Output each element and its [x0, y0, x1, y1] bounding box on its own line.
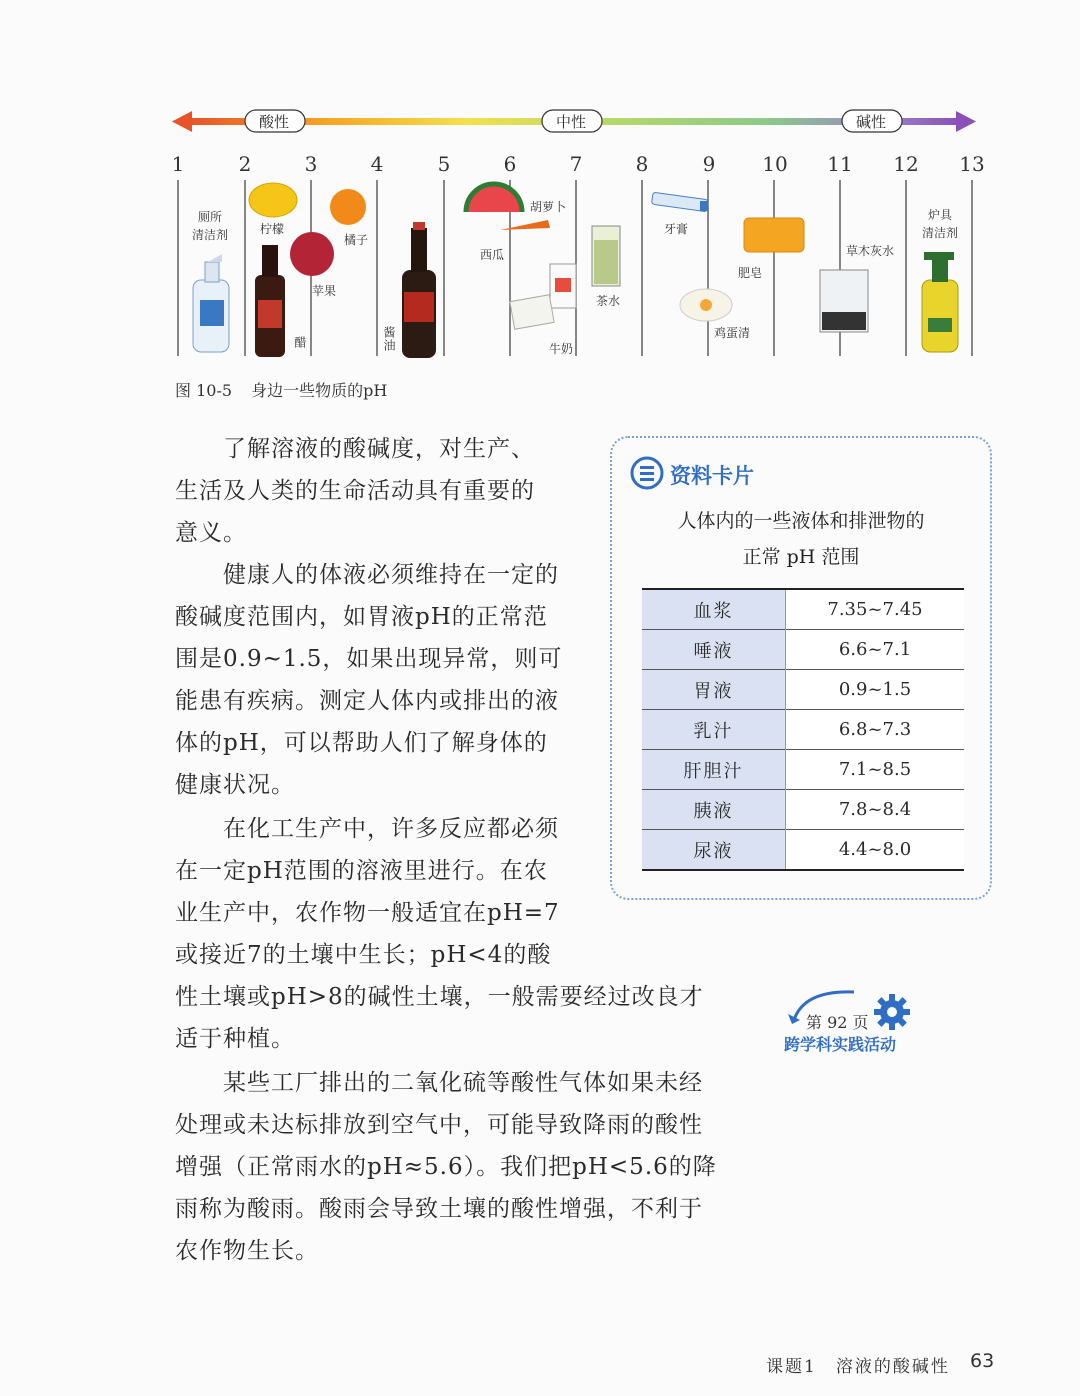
toothpaste-image	[651, 192, 708, 212]
fluid-cell: 尿液	[642, 830, 786, 871]
vinegar-image	[255, 245, 285, 357]
table-row	[642, 830, 964, 871]
ph-number-5: 5	[437, 152, 451, 176]
stove-cleaner-image	[922, 252, 958, 352]
table-row	[642, 630, 964, 670]
fluid-cell: 乳汁	[642, 710, 786, 750]
fluid-cell: 肝胆汁	[642, 750, 786, 790]
orange-label: 橘子	[344, 233, 369, 247]
ph-number-3: 3	[304, 152, 318, 176]
watermelon-image	[466, 184, 522, 212]
milk-label: 牛奶	[549, 342, 574, 356]
info-card	[610, 436, 992, 900]
range-cell: 6.8~7.3	[786, 710, 965, 750]
table-row	[642, 710, 964, 750]
ph-number-13: 13	[959, 152, 985, 176]
figure-caption	[175, 378, 401, 401]
soy-sauce-image	[402, 222, 436, 358]
cross-ref-activity: 跨学科实践活动	[784, 1035, 897, 1054]
fluid-cell: 胰液	[642, 790, 786, 830]
footer-section-title: 课题1 溶液的酸碱性	[766, 1357, 950, 1377]
toothpaste-label: 牙膏	[664, 222, 689, 236]
stove-cleaner-label: 炉具 清洁剂	[921, 208, 958, 240]
egg-white-label: 鸡蛋清	[714, 326, 751, 340]
ash-water-image	[820, 270, 868, 332]
tea-image	[592, 226, 620, 286]
ph-number-4: 4	[370, 152, 384, 176]
range-cell: 4.4~8.0	[786, 830, 965, 871]
apple-label: 苹果	[312, 284, 337, 298]
watermelon-label: 西瓜	[480, 248, 505, 262]
paragraph-3: 在化工生产中，许多反应都必须 在一定pH范围的溶液里进行。在农 业生产中，农作物一般适宜在pH=7 或接近7的土壤中生长；pH<4的酸 性土壤或pH>8的碱性土壤，一般需要经过改良才 适于种植。	[175, 816, 704, 1052]
soap-image	[744, 218, 804, 252]
milk-image	[510, 264, 576, 329]
ash-water-label: 草木灰水	[846, 244, 895, 258]
acid-label: 酸性	[259, 113, 290, 131]
ph-number-8: 8	[635, 152, 649, 176]
range-cell: 7.35~7.45	[786, 589, 965, 630]
paragraph-4: 某些工厂排出的二氧化硫等酸性气体如果未经 处理或未达标排放到空气中，可能导致降雨的酸性 增强（正常雨水的pH≈5.6）。我们把pH<5.6的降 雨称为酸雨。酸雨会导致土壤的酸性增强，不利于 农作物生长。	[175, 1070, 717, 1264]
lemon-label: 柠檬	[260, 222, 285, 236]
card-subtitle-line2: 正常 pH 范围	[742, 546, 860, 568]
toilet-cleaner-image	[193, 254, 229, 352]
paragraph-1: 了解溶液的酸碱度，对生产、 生活及人类的生命活动具有重要的 意义。	[175, 436, 535, 546]
ph-number-11: 11	[827, 152, 853, 176]
ph-number-2: 2	[238, 152, 252, 176]
vinegar-label: 醋	[293, 336, 307, 349]
fluid-cell: 血浆	[642, 589, 786, 630]
range-cell: 7.8~8.4	[786, 790, 965, 830]
paragraph-2: 健康人的体液必须维持在一定的 酸碱度范围内，如胃液pH的正常范 围是0.9~1.5，如果出现异常，则可 能患有疾病。测定人体内或排出的液 体的pH，可以帮助人们了解身体的 健康状况。	[175, 562, 563, 798]
ph-number-1: 1	[171, 152, 185, 176]
range-cell: 7.1~8.5	[786, 750, 965, 790]
ph-range-table	[642, 588, 964, 871]
caption-number: 图 10-5	[175, 381, 233, 400]
card-title: 资料卡片	[670, 464, 754, 488]
fluid-cell: 唾液	[642, 630, 786, 670]
ph-number-9: 9	[702, 152, 716, 176]
page-number: 63	[970, 1350, 995, 1372]
egg-white-image	[680, 289, 732, 321]
orange-image	[330, 189, 366, 225]
range-cell: 0.9~1.5	[786, 670, 965, 710]
soap-label: 肥皂	[738, 266, 763, 280]
card-subtitle-line1: 人体内的一些液体和排泄物的	[677, 510, 925, 532]
base-label: 碱性	[856, 113, 887, 131]
soy-sauce-label: 酱油	[382, 326, 396, 352]
range-cell: 6.6~7.1	[786, 630, 965, 670]
gear-icon	[872, 992, 912, 1032]
cross-ref-page: 第 92 页	[806, 1013, 869, 1032]
table-row	[642, 790, 964, 830]
ph-number-6: 6	[503, 152, 517, 176]
ph-number-10: 10	[762, 152, 788, 176]
apple-image	[290, 232, 334, 276]
table-row	[642, 589, 964, 630]
toilet-cleaner-label: 厕所 清洁剂	[191, 210, 228, 242]
carrot-label: 胡萝卜	[530, 200, 567, 214]
carrot-image	[500, 220, 550, 230]
ph-number-12: 12	[893, 152, 919, 176]
caption-text: 身边一些物质的pH	[251, 381, 388, 400]
table-row	[642, 670, 964, 710]
fluid-cell: 胃液	[642, 670, 786, 710]
lemon-image	[249, 183, 297, 217]
neutral-label: 中性	[556, 113, 587, 131]
tea-label: 茶水	[596, 294, 621, 308]
ph-number-7: 7	[569, 152, 583, 176]
card-icon	[630, 456, 664, 490]
table-row	[642, 750, 964, 790]
